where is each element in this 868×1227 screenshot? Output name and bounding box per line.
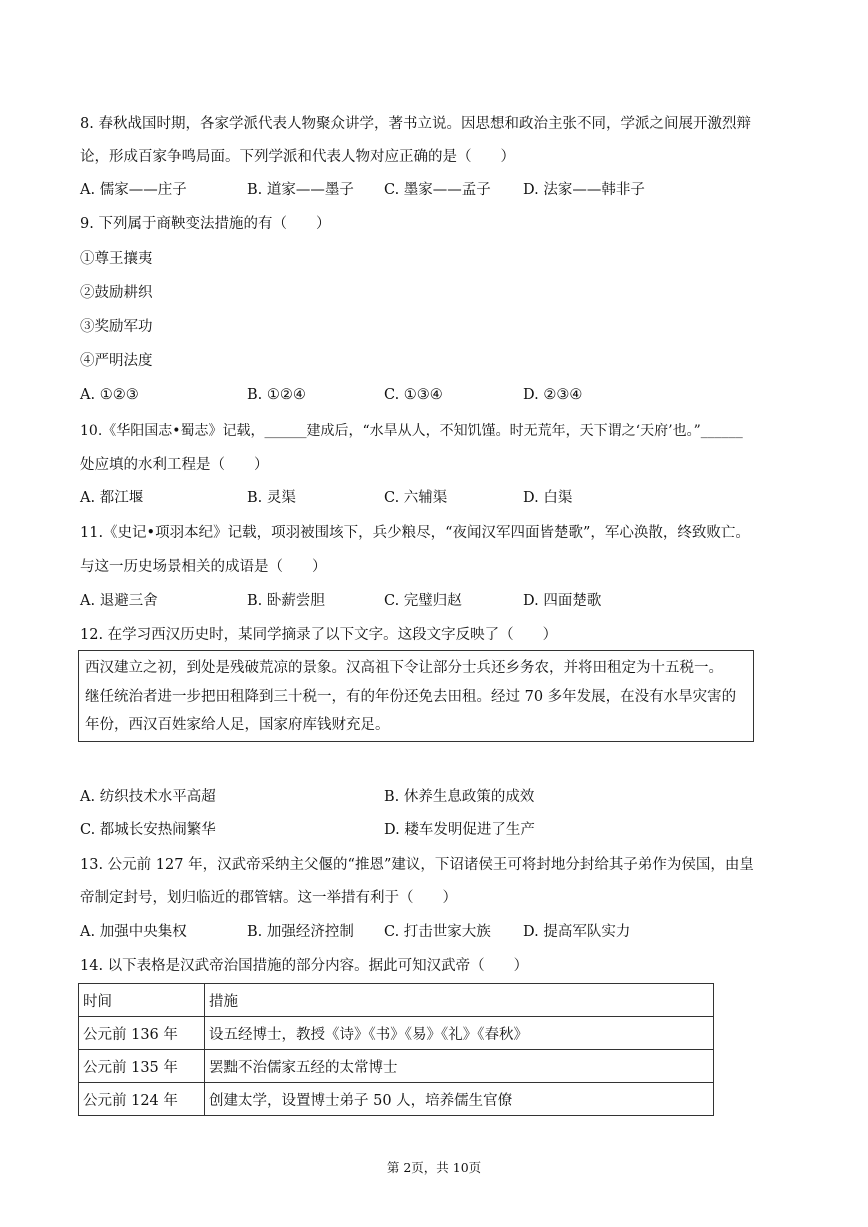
- q11-option-d[interactable]: D. 四面楚歌: [523, 593, 602, 609]
- q8-option-a[interactable]: A. 儒家——庄子: [80, 182, 187, 198]
- q9-option-a[interactable]: A. ①②③: [80, 387, 139, 403]
- q10-stem-line2: 处应填的水利工程是（ ）: [80, 457, 269, 473]
- q12-quote-line3: 年份，西汉百姓家给人足，国家府库钱财充足。: [85, 717, 390, 733]
- q10-stem-line1: 10.《华阳国志•蜀志》记载，______建成后，“水旱从人，不知饥馑。时无荒年，天下谓之‘天府’也。”______: [80, 423, 743, 439]
- q10-option-c[interactable]: C. 六辅渠: [384, 490, 448, 506]
- q12-option-a[interactable]: A. 纺织技术水平高超: [80, 789, 216, 805]
- table-cell-time: 公元前 124 年: [79, 1083, 205, 1116]
- q11-stem-line2: 与这一历史场景相关的成语是（ ）: [80, 559, 327, 575]
- q9-stem: 9. 下列属于商鞅变法措施的有（ ）: [80, 216, 331, 232]
- q9-option-b[interactable]: B. ①②④: [247, 387, 306, 403]
- q12-option-b[interactable]: B. 休养生息政策的成效: [384, 789, 535, 805]
- page-footer: 第 2页，共 10页: [386, 1160, 482, 1175]
- q8-option-b[interactable]: B. 道家——墨子: [247, 182, 354, 198]
- q14-table: [78, 983, 714, 1116]
- table-header-row: [79, 984, 714, 1017]
- q13-option-d[interactable]: D. 提高军队实力: [523, 924, 631, 940]
- q11-option-b[interactable]: B. 卧薪尝胆: [247, 593, 325, 609]
- q9-item-1: ①尊王攘夷: [80, 251, 153, 267]
- q13-stem-line2: 帝制定封号，划归临近的郡管辖。这一举措有利于（ ）: [80, 890, 457, 906]
- q13-option-a[interactable]: A. 加强中央集权: [80, 924, 187, 940]
- q12-quote-line1: 西汉建立之初，到处是残破荒凉的景象。汉高祖下令让部分士兵还乡务农，并将田租定为十五税一。: [85, 660, 723, 676]
- q12-quote-box: [78, 650, 754, 742]
- table-header-time: 时间: [79, 984, 205, 1017]
- table-cell-measure: 罢黜不治儒家五经的太常博士: [205, 1050, 714, 1083]
- table-row: [79, 1050, 714, 1083]
- q13-option-b[interactable]: B. 加强经济控制: [247, 924, 354, 940]
- q8-stem-line1: 8. 春秋战国时期，各家学派代表人物聚众讲学，著书立说。因思想和政治主张不同，学派之间展开激烈辩: [80, 116, 751, 132]
- q14-stem: 14. 以下表格是汉武帝治国措施的部分内容。据此可知汉武帝（ ）: [80, 958, 529, 974]
- table-header-measure: 措施: [205, 984, 714, 1017]
- q9-item-2: ②鼓励耕织: [80, 285, 153, 301]
- q8-stem-line2: 论，形成百家争鸣局面。下列学派和代表人物对应正确的是（ ）: [80, 149, 515, 165]
- table-row: [79, 1017, 714, 1050]
- q10-option-d[interactable]: D. 白渠: [523, 490, 573, 506]
- table-cell-measure: 创建太学，设置博士弟子 50 人，培养儒生官僚: [205, 1083, 714, 1116]
- table-cell-time: 公元前 135 年: [79, 1050, 205, 1083]
- q13-stem-line1: 13. 公元前 127 年，汉武帝采纳主父偃的“推恩”建议，下诏诸侯王可将封地分封给其子弟作为侯国，由皇: [80, 857, 754, 873]
- q9-option-d[interactable]: D. ②③④: [523, 387, 583, 403]
- q9-item-4: ④严明法度: [80, 353, 153, 369]
- q12-option-c[interactable]: C. 都城长安热闹繁华: [80, 822, 216, 838]
- q12-quote-line2: 继任统治者进一步把田租降到三十税一，有的年份还免去田租。经过 70 多年发展，在没有水旱灾害的: [85, 689, 737, 705]
- q9-option-c[interactable]: C. ①③④: [384, 387, 443, 403]
- table-cell-measure: 设五经博士，教授《诗》《书》《易》《礼》《春秋》: [205, 1017, 714, 1050]
- q9-item-3: ③奖励军功: [80, 319, 153, 335]
- q12-option-d[interactable]: D. 耧车发明促进了生产: [384, 822, 535, 838]
- q11-option-a[interactable]: A. 退避三舍: [80, 593, 158, 609]
- q8-option-d[interactable]: D. 法家——韩非子: [523, 182, 645, 198]
- q8-option-c[interactable]: C. 墨家——孟子: [384, 182, 491, 198]
- table-cell-time: 公元前 136 年: [79, 1017, 205, 1050]
- q13-option-c[interactable]: C. 打击世家大族: [384, 924, 491, 940]
- q12-stem: 12. 在学习西汉历史时，某同学摘录了以下文字。这段文字反映了（ ）: [80, 627, 558, 643]
- q10-option-b[interactable]: B. 灵渠: [247, 490, 296, 506]
- q11-stem-line1: 11.《史记•项羽本纪》记载，项羽被围垓下，兵少粮尽，“夜闻汉军四面皆楚歌”，军心涣散，终致败亡。: [80, 525, 750, 541]
- table-row: [79, 1083, 714, 1116]
- q11-option-c[interactable]: C. 完璧归赵: [384, 593, 462, 609]
- q10-option-a[interactable]: A. 都江堰: [80, 490, 144, 506]
